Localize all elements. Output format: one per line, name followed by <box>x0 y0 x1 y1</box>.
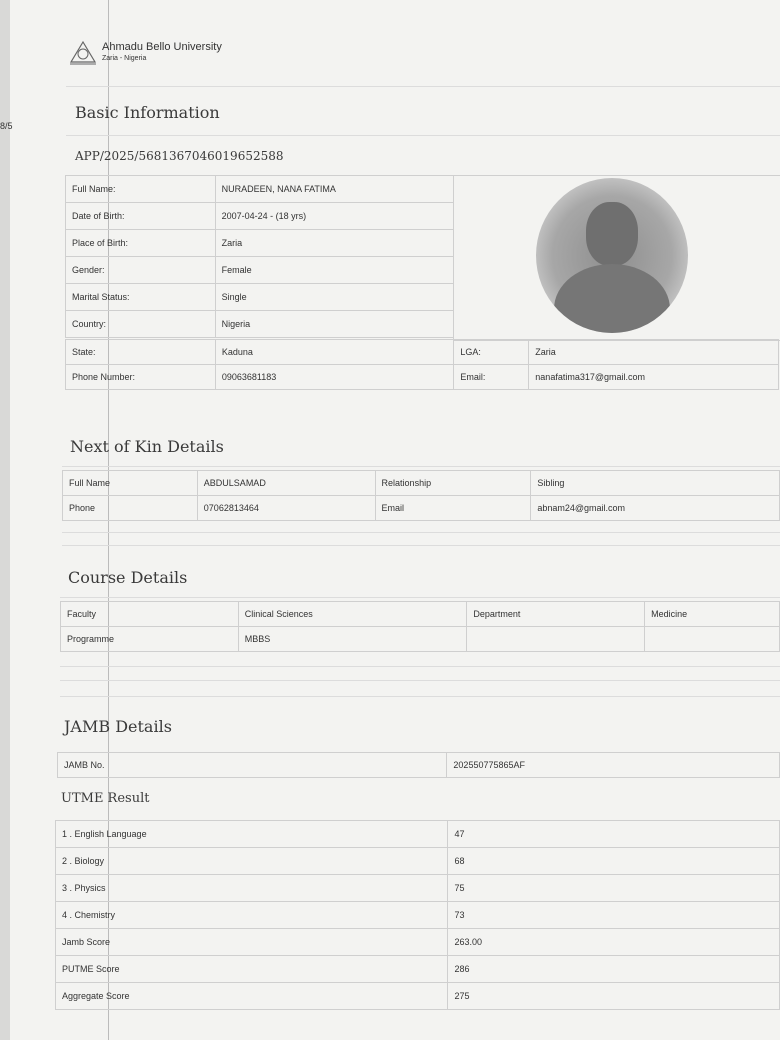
university-crest-icon <box>68 40 98 66</box>
empty-cell <box>467 627 645 652</box>
divider <box>62 545 780 546</box>
row-label: Marital Status: <box>66 284 216 311</box>
gender-value: Female <box>215 257 453 284</box>
programme-value: MBBS <box>238 627 467 652</box>
divider <box>66 135 780 136</box>
phone-value: 09063681183 <box>215 365 454 390</box>
putme-score-label: PUTME Score <box>56 956 448 983</box>
letterhead <box>68 40 222 66</box>
email-value: nanafatima317@gmail.com <box>529 365 779 390</box>
kin-relationship-value: Sibling <box>531 471 780 496</box>
aggregate-score-value: 275 <box>448 983 780 1010</box>
faculty-value: Clinical Sciences <box>238 602 467 627</box>
table-row <box>63 471 780 496</box>
row-label: JAMB No. <box>58 753 447 778</box>
stray-mark: 8/5 <box>0 121 13 131</box>
table-row <box>56 956 780 983</box>
row-label: Place of Birth: <box>66 230 216 257</box>
dob-value: 2007-04-24 - (18 yrs) <box>215 203 453 230</box>
table-row <box>56 875 780 902</box>
table-row <box>56 902 780 929</box>
course-table <box>60 601 780 652</box>
utme-result-heading: UTME Result <box>61 791 150 806</box>
jamb-number-value: 202550775865AF <box>447 753 780 778</box>
row-label: State: <box>66 340 216 365</box>
university-location: Zaria - Nigeria <box>102 55 147 62</box>
table-row <box>66 203 454 230</box>
table-row <box>66 257 454 284</box>
subject-label: 3 . Physics <box>56 875 448 902</box>
marital-status-value: Single <box>215 284 453 311</box>
university-name: Ahmadu Bello University <box>102 41 222 53</box>
table-row <box>63 496 780 521</box>
empty-cell <box>645 627 780 652</box>
row-label: Full Name: <box>66 176 216 203</box>
full-name-value: NURADEEN, NANA FATIMA <box>215 176 453 203</box>
divider <box>62 466 780 467</box>
table-row <box>66 230 454 257</box>
row-label: Full Name <box>63 471 198 496</box>
divider <box>60 680 780 681</box>
row-label: Gender: <box>66 257 216 284</box>
score-value: 73 <box>448 902 780 929</box>
photo-body <box>554 264 670 333</box>
table-row <box>66 311 454 338</box>
jamb-score-value: 263.00 <box>448 929 780 956</box>
birthplace-value: Zaria <box>215 230 453 257</box>
putme-score-value: 286 <box>448 956 780 983</box>
utme-results-table <box>55 820 780 1010</box>
kin-email-value: abnam24@gmail.com <box>531 496 780 521</box>
table-row <box>56 983 780 1010</box>
divider <box>62 532 780 533</box>
row-label: Date of Birth: <box>66 203 216 230</box>
divider <box>60 597 780 598</box>
row-label: Programme <box>61 627 239 652</box>
jamb-score-label: Jamb Score <box>56 929 448 956</box>
row-label: LGA: <box>454 340 529 365</box>
course-details-heading: Course Details <box>68 568 188 587</box>
row-label: Email <box>375 496 531 521</box>
table-row <box>58 753 780 778</box>
basic-info-heading: Basic Information <box>75 103 220 122</box>
photo-head <box>586 202 638 266</box>
application-number: APP/2025/5681367046019652588 <box>75 149 284 163</box>
divider <box>66 86 780 87</box>
aggregate-score-label: Aggregate Score <box>56 983 448 1010</box>
kin-phone-value: 07062813464 <box>197 496 375 521</box>
table-row <box>61 602 780 627</box>
divider <box>60 666 780 667</box>
table-row <box>56 929 780 956</box>
next-of-kin-heading: Next of Kin Details <box>70 437 224 456</box>
kin-name-value: ABDULSAMAD <box>197 471 375 496</box>
jamb-details-heading: JAMB Details <box>64 717 172 736</box>
country-value: Nigeria <box>215 311 453 338</box>
row-label: Phone <box>63 496 198 521</box>
score-value: 47 <box>448 821 780 848</box>
row-label: Relationship <box>375 471 531 496</box>
table-row <box>66 176 454 203</box>
table-row <box>66 340 779 365</box>
subject-label: 2 . Biology <box>56 848 448 875</box>
subject-label: 1 . English Language <box>56 821 448 848</box>
row-label: Faculty <box>61 602 239 627</box>
row-label: Phone Number: <box>66 365 216 390</box>
row-label: Country: <box>66 311 216 338</box>
table-row <box>56 821 780 848</box>
next-of-kin-table <box>62 470 780 521</box>
state-value: Kaduna <box>215 340 454 365</box>
jamb-number-table <box>57 752 780 778</box>
subject-label: 4 . Chemistry <box>56 902 448 929</box>
table-row <box>56 848 780 875</box>
divider <box>60 696 780 697</box>
passport-photo <box>536 178 688 333</box>
table-row <box>66 365 779 390</box>
lga-value: Zaria <box>529 340 779 365</box>
row-label: Department <box>467 602 645 627</box>
department-value: Medicine <box>645 602 780 627</box>
table-row <box>61 627 780 652</box>
basic-info-table <box>65 175 454 338</box>
score-value: 68 <box>448 848 780 875</box>
table-row <box>66 284 454 311</box>
row-label: Email: <box>454 365 529 390</box>
score-value: 75 <box>448 875 780 902</box>
contact-table <box>65 339 779 390</box>
